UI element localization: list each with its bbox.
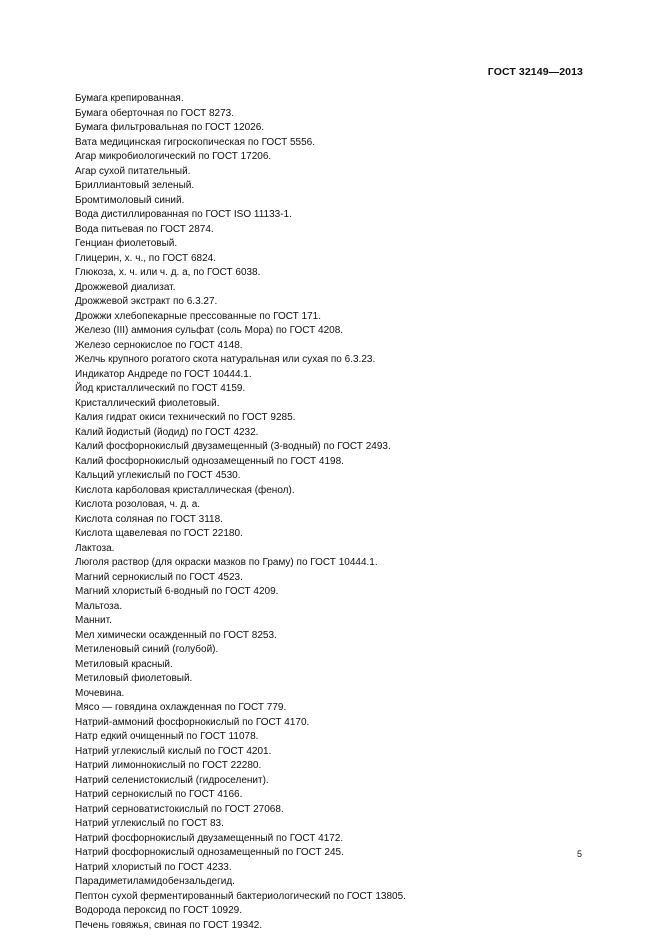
material-item: Натрий углекислый по ГОСТ 83. — [75, 818, 224, 829]
material-item: Печень говяжья, свиная по ГОСТ 19342. — [75, 919, 263, 931]
material-item: Лактоза. — [75, 542, 115, 554]
material-item: Натрий селенистокислый (гидроселенит). — [75, 774, 269, 786]
material-item: Натрий углекислый кислый по ГОСТ 4201. — [75, 745, 272, 757]
material-item: Железо (III) аммония сульфат (соль Мора) по ГОСТ 4208. — [75, 325, 344, 336]
material-item: Натрий-аммоний фосфорнокислый по ГОСТ 4170. — [75, 716, 310, 728]
material-item: Желчь крупного рогатого скота натуральная или сухая по 6.3.23. — [75, 354, 376, 365]
material-item: Вода дистиллированная по ГОСТ ISO 11133-1. — [75, 209, 292, 220]
material-item: Бриллиантовый зеленый. — [75, 180, 195, 191]
material-item: Бромтимоловый синий. — [75, 194, 185, 206]
materials-list — [75, 92, 595, 933]
material-item: Глицерин, х. ч., по ГОСТ 6824. — [75, 252, 216, 264]
material-item: Индикатор Андреде по ГОСТ 10444.1. — [75, 368, 252, 380]
material-item: Метиловый фиолетовый. — [75, 673, 193, 684]
material-item: Кислота карболовая кристаллическая (фенол). — [75, 484, 295, 496]
material-item: Натрий фосфорнокислый двузамещенный по ГОСТ 4172. — [75, 832, 344, 844]
material-item: Железо сернокислое по ГОСТ 4148. — [75, 339, 243, 351]
material-item: Мальтоза. — [75, 600, 123, 612]
material-item: Вода питьевая по ГОСТ 2874. — [75, 223, 214, 235]
material-item: Дрожжи хлебопекарные прессованные по ГОСТ 171. — [75, 310, 322, 322]
material-item: Метиловый красный. — [75, 658, 173, 670]
material-item: Дрожжевой диализат. — [75, 281, 176, 293]
material-item: Калий йодистый (йодид) по ГОСТ 4232. — [75, 426, 259, 438]
material-item: Кальций углекислый по ГОСТ 4530. — [75, 470, 241, 481]
material-item: Магний сернокислый по ГОСТ 4523. — [75, 571, 243, 583]
material-item: Дрожжевой экстракт по 6.3.27. — [75, 296, 218, 307]
material-item: Пептон сухой ферментированный бактериологический по ГОСТ 13805. — [75, 890, 406, 902]
material-item: Агар микробиологический по ГОСТ 17206. — [75, 151, 272, 162]
material-item: Натрий серноватистокислый по ГОСТ 27068. — [75, 803, 284, 815]
material-item: Агар сухой питательный. — [75, 165, 191, 177]
material-item: Мочевина. — [75, 687, 125, 699]
material-item: Метиленовый синий (голубой). — [75, 644, 219, 655]
material-item: Кристаллический фиолетовый. — [75, 397, 220, 409]
material-item: Кислота розоловая, ч. д. а. — [75, 499, 201, 510]
material-item: Натрий хлористый по ГОСТ 4233. — [75, 861, 232, 873]
material-item: Генциан фиолетовый. — [75, 238, 178, 249]
material-item: Кислота соляная по ГОСТ 3118. — [75, 513, 223, 525]
material-item: Натр едкий очищенный по ГОСТ 11078. — [75, 731, 259, 742]
material-item: Маннит. — [75, 615, 112, 626]
material-item: Бумага оберточная по ГОСТ 8273. — [75, 107, 234, 119]
material-item: Люголя раствор (для окраски мазков по Граму) по ГОСТ 10444.1. — [75, 557, 378, 568]
material-item: Глюкоза, х. ч. или ч. д. а, по ГОСТ 6038. — [75, 267, 261, 278]
material-item: Мел химически осажденный по ГОСТ 8253. — [75, 629, 277, 641]
page-number: 5 — [576, 849, 582, 859]
material-item: Калий фосфорнокислый однозамещенный по ГОСТ 4198. — [75, 455, 344, 467]
material-item: Бумага фильтровальная по ГОСТ 12026. — [75, 122, 265, 133]
material-item: Натрий фосфорнокислый однозамещенный по ГОСТ 245. — [75, 847, 344, 858]
material-item: Натрий сернокислый по ГОСТ 4166. — [75, 789, 243, 800]
material-item: Бумага крепированная. — [75, 93, 184, 104]
material-item: Водорода пероксид по ГОСТ 10929. — [75, 905, 243, 916]
material-item: Вата медицинская гигроскопическая по ГОСТ 5556. — [75, 136, 316, 148]
material-item: Натрий лимоннокислый по ГОСТ 22280. — [75, 760, 262, 771]
material-item: Парадиметиламидобензальдегид. — [75, 876, 235, 887]
document-header: ГОСТ 32149—2013 — [487, 66, 583, 78]
material-item: Мясо — говядина охлажденная по ГОСТ 779. — [75, 702, 287, 713]
material-item: Магний хлористый 6-водный по ГОСТ 4209. — [75, 586, 279, 597]
material-item: Калий фосфорнокислый двузамещенный (3-водный) по ГОСТ 2493. — [75, 441, 391, 452]
material-item: Калия гидрат окиси технический по ГОСТ 9285. — [75, 412, 296, 423]
material-item: Кислота щавелевая по ГОСТ 22180. — [75, 528, 243, 539]
material-item: Йод кристаллический по ГОСТ 4159. — [75, 383, 246, 394]
